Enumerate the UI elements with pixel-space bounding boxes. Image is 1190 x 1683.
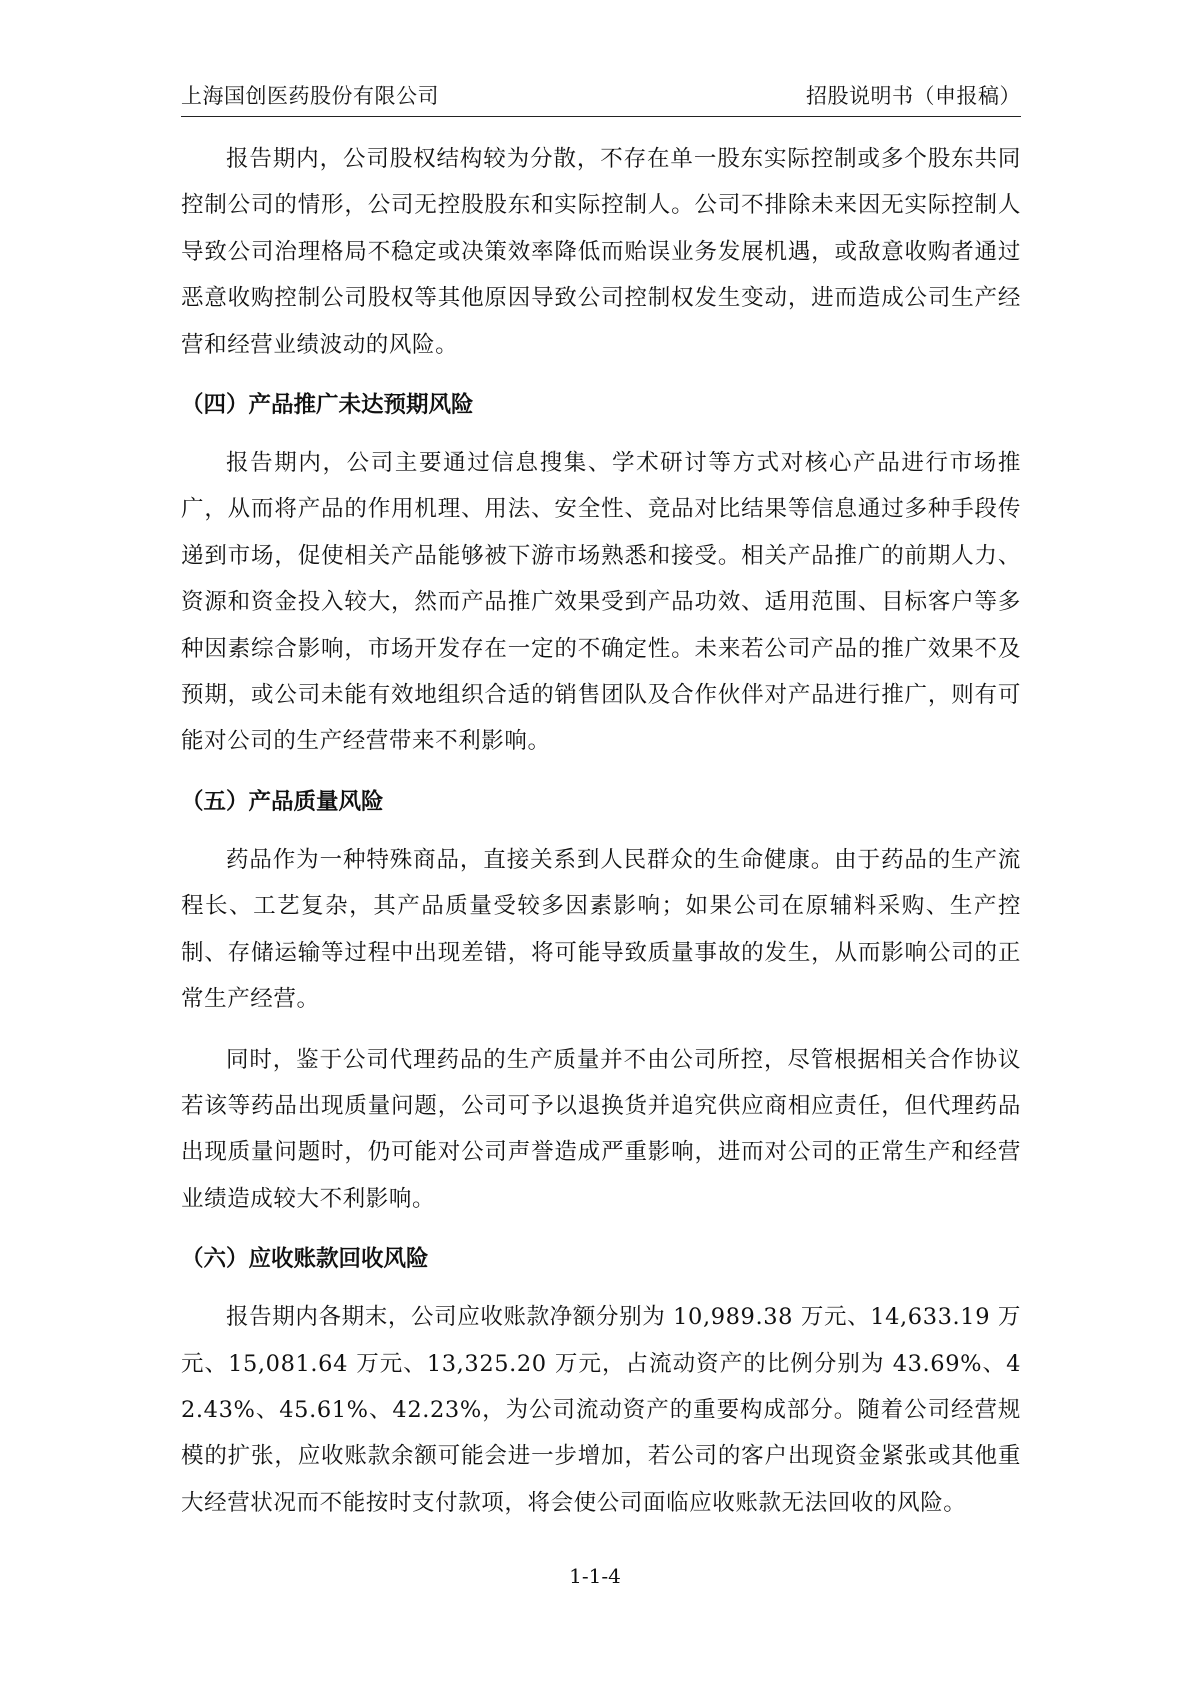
product-promotion-risk-paragraph: 报告期内，公司主要通过信息搜集、学术研讨等方式对核心产品进行市场推广，从而将产品的作用机理、用法、安全性、竞品对比结果等信息通过多种手段传递到市场，促使相关产品能够被下游市场熟悉和接受。相关产品推广的前期人力、资源和资金投入较大，然而产品推广效果受到产品功效、适用范围、目标客户等多种因素综合影响，市场开发存在一定的不确定性。未来若公司产品的推广效果不及预期，或公司未能有效地组织合适的销售团队及合作伙伴对产品进行推广，则有可能对公司的生产经营带来不利影响。 bbox=[181, 450, 1021, 755]
receivables-risk-paragraph: 报告期内各期末，公司应收账款净额分别为 10,989.38 万元、14,633.19 万元、15,081.64 万元、13,325.20 万元，占流动资产的比例分别为 43.69%、42.43%、45.61%、42.23%，为公司流动资产的重要构成部分。随着公司经营规模的扩张，应收账款余额可能会进一步增加，若公司的客户出现资金紧张或其他重大经营状况而不能按时支付款项，将会使公司面临应收账款无法回收的风险。 bbox=[181, 1304, 1021, 1516]
header-company-name: 上海国创医药股份有限公司 bbox=[181, 84, 439, 108]
section-heading-product-promotion-risk: （四）产品推广未达预期风险 bbox=[181, 392, 474, 419]
intro-paragraph: 报告期内，公司股权结构较为分散，不存在单一股东实际控制或多个股东共同控制公司的情形，公司无控股股东和实际控制人。公司不排除未来因无实际控制人导致公司治理格局不稳定或决策效率降低而贻误业务发展机遇，或敌意收购者通过恶意收购控制公司股权等其他原因导致公司控制权发生变动，进而造成公司生产经营和经营业绩波动的风险。 bbox=[181, 146, 1021, 358]
product-quality-risk-paragraph-2: 同时，鉴于公司代理药品的生产质量并不由公司所控，尽管根据相关合作协议若该等药品出现质量问题，公司可予以退换货并追究供应商相应责任，但代理药品出现质量问题时，仍可能对公司声誉造成严重影响，进而对公司的正常生产和经营业绩造成较大不利影响。 bbox=[181, 1046, 1021, 1212]
product-quality-risk-paragraph-1: 药品作为一种特殊商品，直接关系到人民群众的生命健康。由于药品的生产流程长、工艺复杂，其产品质量受较多因素影响；如果公司在原辅料采购、生产控制、存储运输等过程中出现差错，将可能导致质量事故的发生，从而影响公司的正常生产经营。 bbox=[181, 846, 1021, 1013]
document-body bbox=[181, 136, 1021, 1526]
page-number: 1-1-4 bbox=[569, 1564, 621, 1588]
section-heading-receivables-risk: （六）应收账款回收风险 bbox=[181, 1246, 429, 1273]
section-heading-product-quality-risk: （五）产品质量风险 bbox=[181, 788, 384, 815]
page-header bbox=[181, 82, 1021, 117]
header-document-type: 招股说明书（申报稿） bbox=[806, 84, 1021, 108]
